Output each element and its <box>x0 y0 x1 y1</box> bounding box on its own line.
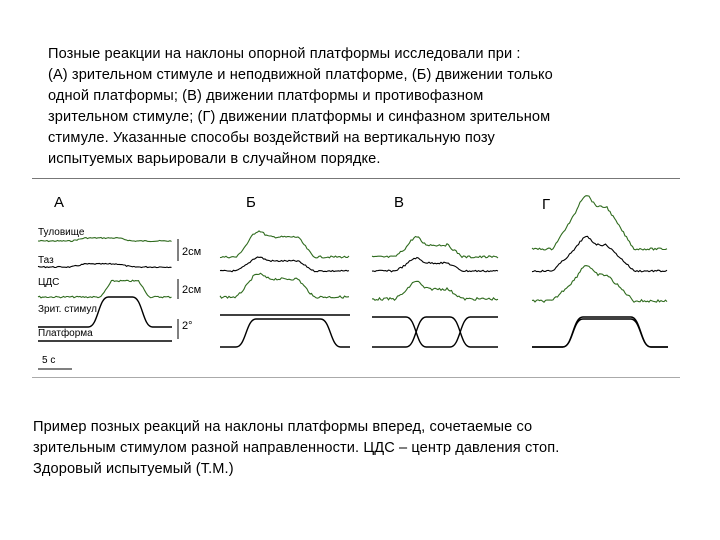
trace-g-platform <box>532 319 668 347</box>
intro-text <box>48 44 678 170</box>
trace-g-trunk <box>532 196 667 250</box>
row-label-pelvis: Таз <box>38 255 54 266</box>
trace-a-trunk <box>38 238 172 242</box>
row-label-platform: Платформа <box>38 328 93 339</box>
trace-b-trunk <box>220 231 349 258</box>
trace-group <box>38 196 668 347</box>
intro-line: Позные реакции на наклоны опорной платформы исследовали при : <box>48 46 521 62</box>
trace-b-platform <box>220 319 350 347</box>
panel-label-a: А <box>54 194 65 211</box>
scale-label-middle: 2см <box>182 284 202 296</box>
intro-line: зрительном стимуле; (Г) движении платформы и синфазном зрительном <box>48 109 551 125</box>
trace-v-visual-b <box>372 317 498 347</box>
traces-svg <box>32 179 680 377</box>
trace-v-pelvis <box>372 258 498 272</box>
trace-b-pelvis <box>220 257 349 272</box>
posture-traces-figure <box>32 178 680 378</box>
intro-line: стимуле. Указанные способы воздействий на вертикальную позу <box>48 130 495 146</box>
caption-line: зрительным стимулом разной направленности. ЦДС – центр давления стоп. <box>33 440 560 456</box>
scale-label-top: 2см <box>182 246 202 258</box>
trace-b-cop <box>220 273 349 298</box>
time-scale-label: 5 с <box>42 355 56 366</box>
trace-v-cop <box>372 281 498 300</box>
intro-line: испытуемых варьировали в случайном порядке. <box>48 151 381 167</box>
scale-label-angle: 2° <box>182 320 193 332</box>
trace-v-trunk <box>372 237 498 259</box>
row-label-visual: Зрит. стимул <box>38 304 97 315</box>
trace-g-pelvis <box>532 236 667 271</box>
panel-label-v: В <box>394 194 405 211</box>
row-label-cop: ЦДС <box>38 277 60 288</box>
caption-text <box>33 417 703 480</box>
caption-line: Здоровый испытуемый (Т.М.) <box>33 461 234 477</box>
trace-g-visual <box>532 317 668 347</box>
trace-a-pelvis <box>38 263 172 267</box>
panel-label-b: Б <box>246 194 256 211</box>
row-label-trunk: Туловище <box>38 227 85 238</box>
intro-line: одной платформы; (В) движении платформы и противофазном <box>48 88 484 104</box>
caption-line: Пример позных реакций на наклоны платформы вперед, сочетаемые со <box>33 419 533 435</box>
intro-line: (А) зрительном стимуле и неподвижной платформе, (Б) движении только <box>48 67 553 83</box>
trace-v-visual-a <box>372 317 498 347</box>
panel-label-g: Г <box>542 196 551 213</box>
